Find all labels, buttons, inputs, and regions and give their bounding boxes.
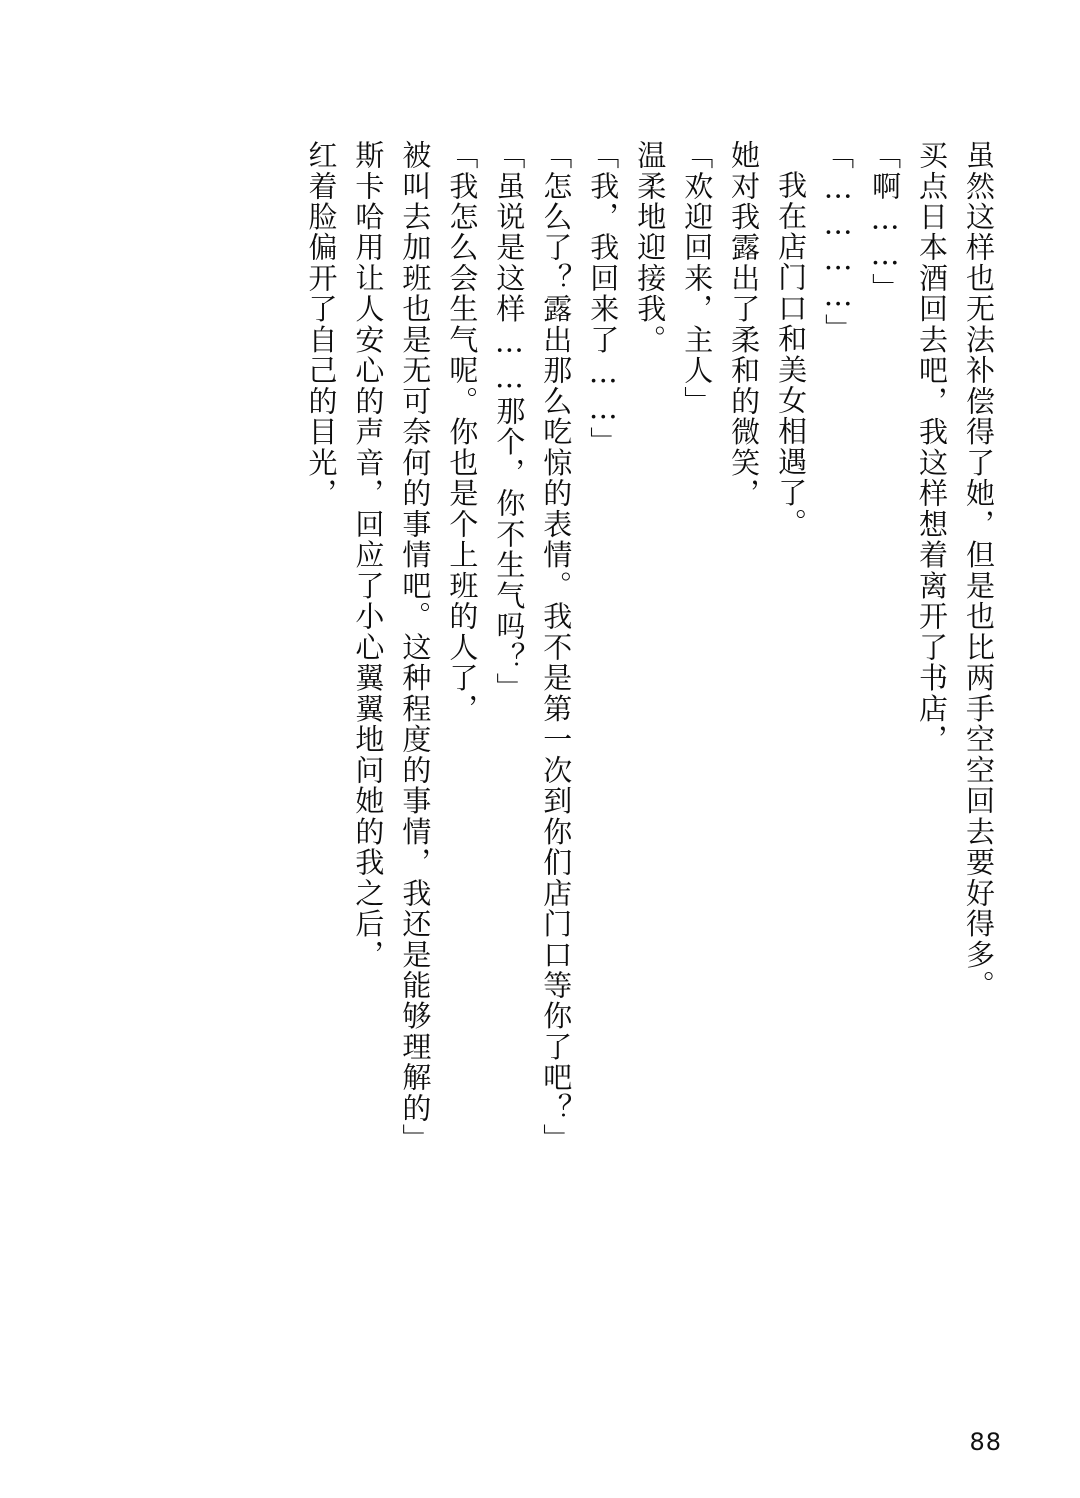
text-line: 「啊……」 — [868, 140, 903, 304]
text-line: 被叫去加班也是无可奈何的事情吧。这种程度的事情，我还是能够理解的」 — [398, 140, 433, 1155]
text-line: 「…………」 — [821, 140, 856, 345]
text-line: 斯卡哈用让人安心的声音，回应了小心翼翼地问她的我之后， — [351, 140, 386, 970]
page-number: 88 — [969, 1428, 1002, 1456]
text-line: 「欢迎回来，主人」 — [680, 140, 715, 417]
text-line: 「虽说是这样……那个，你不生气吗？」 — [492, 140, 527, 704]
text-line: 温柔地迎接我。 — [633, 140, 668, 356]
text-line: 虽然这样也无法补偿得了她，但是也比两手空空回去要好得多。 — [962, 140, 996, 1001]
text-line: 红着脸偏开了自己的目光， — [304, 140, 339, 509]
text-line: 我在店门口和美女相遇了。 — [774, 170, 809, 539]
text-line: 买点日本酒回去吧，我这样想着离开了书店， — [915, 140, 950, 755]
text-line: 她对我露出了柔和的微笑， — [727, 140, 762, 509]
text-line: 「我怎么会生气呢。你也是个上班的人了， — [445, 140, 480, 725]
text-line: 「怎么了？露出那么吃惊的表情。我不是第一次到你们店门口等你了吧？」 — [539, 140, 574, 1155]
text-line: 「我，我回来了……」 — [586, 140, 621, 458]
page-body-text — [142, 140, 1002, 1390]
